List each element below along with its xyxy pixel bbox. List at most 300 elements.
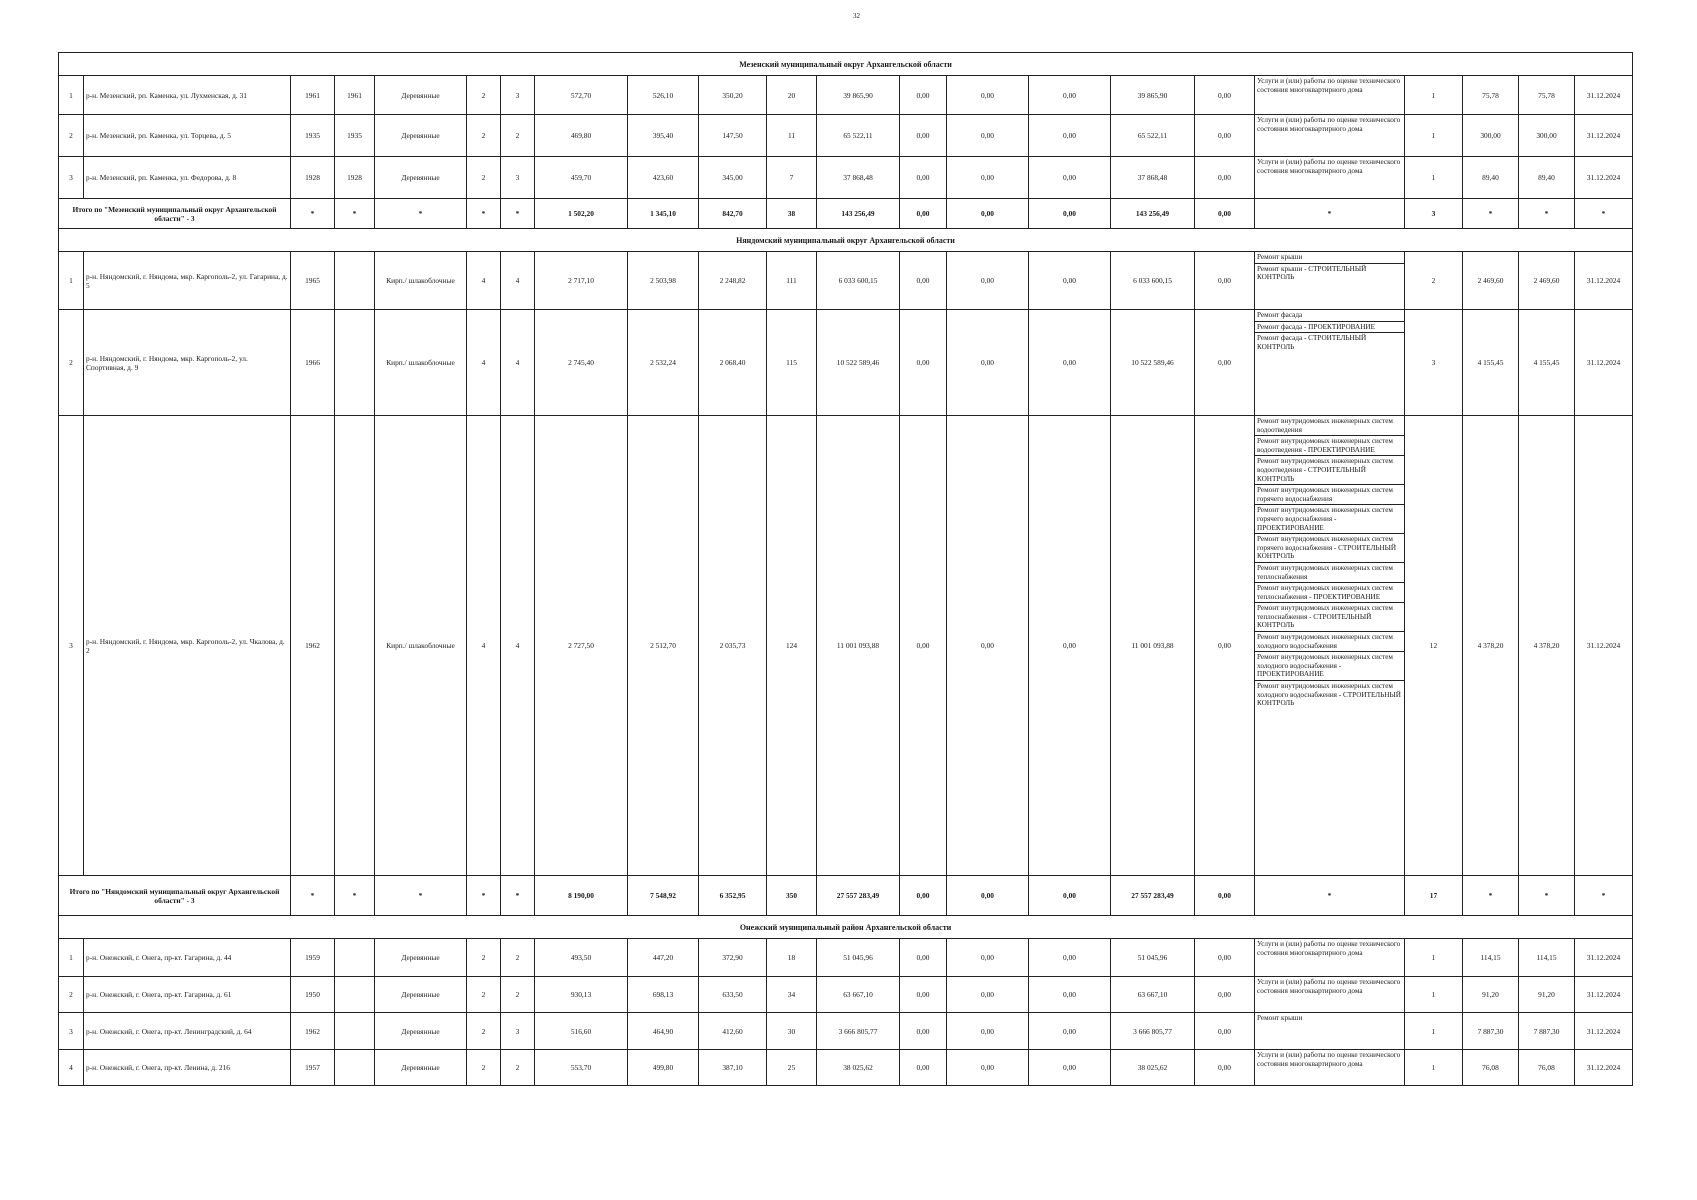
- total-total-area: 1 502,20: [535, 199, 628, 229]
- cost-fund-cell: 0,00: [900, 416, 947, 876]
- total-cost-total: 143 256,49: [817, 199, 900, 229]
- section-total-row: [59, 876, 1633, 916]
- total-residential-area: 1 345,10: [628, 199, 699, 229]
- total-entrances: *: [501, 876, 535, 916]
- cost-municipal-cell: 0,00: [1029, 416, 1111, 876]
- cost-owners-cell: 11 001 093,88: [1111, 416, 1195, 876]
- total-area-cell: 469,80: [535, 115, 628, 157]
- private-area-cell: 372,90: [699, 939, 767, 977]
- cost-fund-cell: 0,00: [900, 977, 947, 1013]
- max-unit-cost-cell: 75,78: [1519, 76, 1575, 115]
- cost-other-cell: 0,00: [1195, 157, 1255, 199]
- wall-material-cell: Кирп./ шлакоблочные: [375, 310, 467, 416]
- cost-other-cell: 0,00: [1195, 939, 1255, 977]
- cost-municipal-cell: 0,00: [1029, 939, 1111, 977]
- table-row: [59, 310, 1633, 416]
- residents-cell: 20: [767, 76, 817, 115]
- row-number: 1: [59, 939, 84, 977]
- address-cell: р-н. Мезенский, рп. Каменка, ул. Торцева, д. 5: [84, 115, 291, 157]
- cost-owners-cell: 51 045,96: [1111, 939, 1195, 977]
- floors-cell: 4: [467, 416, 501, 876]
- table-row: [59, 115, 1633, 157]
- entrances-cell: 4: [501, 416, 535, 876]
- work-item: Ремонт фасада: [1255, 310, 1404, 322]
- total-cost-region: 0,00: [947, 199, 1029, 229]
- table-row: [59, 1050, 1633, 1086]
- max-unit-cost-cell: 91,20: [1519, 977, 1575, 1013]
- works-list: [1255, 1050, 1404, 1069]
- total-max-unit-cost: *: [1519, 199, 1575, 229]
- residents-cell: 7: [767, 157, 817, 199]
- total-area-cell: 930,13: [535, 977, 628, 1013]
- total-works: *: [1255, 199, 1405, 229]
- works-cell: [1255, 157, 1405, 199]
- cost-fund-cell: 0,00: [900, 252, 947, 310]
- work-item: Ремонт крыши - СТРОИТЕЛЬНЫЙ КОНТРОЛЬ: [1257, 264, 1367, 282]
- table-row: [59, 977, 1633, 1013]
- entrances-cell: 2: [501, 115, 535, 157]
- work-item: Ремонт внутридомовых инженерных систем водоотведения - ПРОЕКТИРОВАНИЕ: [1255, 436, 1404, 456]
- total-year-commissioning: *: [335, 876, 375, 916]
- works-count-cell: 12: [1405, 416, 1463, 876]
- private-area-cell: 350,20: [699, 76, 767, 115]
- cost-fund-cell: 0,00: [900, 115, 947, 157]
- year-commissioning-cell: 1935: [335, 115, 375, 157]
- unit-cost-cell: 89,40: [1463, 157, 1519, 199]
- deadline-cell: 31.12.2024: [1575, 310, 1633, 416]
- cost-fund-cell: 0,00: [900, 939, 947, 977]
- section-header-row: [59, 916, 1633, 939]
- cost-other-cell: 0,00: [1195, 416, 1255, 876]
- row-number: 3: [59, 416, 84, 876]
- cost-fund-cell: 0,00: [900, 76, 947, 115]
- wall-material-cell: Деревянные: [375, 977, 467, 1013]
- cost-region-cell: 0,00: [947, 157, 1029, 199]
- max-unit-cost-cell: 4 155,45: [1519, 310, 1575, 416]
- address-cell: р-н. Няндомский, г. Няндома, мкр. Каргополь-2, ул. Гагарина, д. 5: [84, 252, 291, 310]
- year-commissioning-cell: [335, 1013, 375, 1050]
- cost-region-cell: 0,00: [947, 1013, 1029, 1050]
- year-commissioning-cell: [335, 310, 375, 416]
- total-cost-region: 0,00: [947, 876, 1029, 916]
- entrances-cell: 2: [501, 939, 535, 977]
- works-cell: [1255, 977, 1405, 1013]
- row-number: 2: [59, 310, 84, 416]
- works-cell: [1255, 1050, 1405, 1086]
- works-count-cell: 1: [1405, 76, 1463, 115]
- total-works: *: [1255, 876, 1405, 916]
- total-cost-other: 0,00: [1195, 876, 1255, 916]
- wall-material-cell: Деревянные: [375, 1013, 467, 1050]
- wall-material-cell: Деревянные: [375, 939, 467, 977]
- total-area-cell: 516,60: [535, 1013, 628, 1050]
- total-cost-fund: 0,00: [900, 199, 947, 229]
- row-number: 1: [59, 252, 84, 310]
- floors-cell: 4: [467, 310, 501, 416]
- work-item: Ремонт внутридомовых инженерных систем теплоснабжения - ПРОЕКТИРОВАНИЕ: [1255, 583, 1404, 603]
- total-residents: 350: [767, 876, 817, 916]
- works-count-cell: 1: [1405, 157, 1463, 199]
- total-entrances: *: [501, 199, 535, 229]
- residents-cell: 34: [767, 977, 817, 1013]
- cost-total-cell: 10 522 589,46: [817, 310, 900, 416]
- unit-cost-cell: 4 155,45: [1463, 310, 1519, 416]
- cost-other-cell: 0,00: [1195, 1050, 1255, 1086]
- private-area-cell: 633,50: [699, 977, 767, 1013]
- cost-other-cell: 0,00: [1195, 310, 1255, 416]
- unit-cost-cell: 4 378,20: [1463, 416, 1519, 876]
- floors-cell: 2: [467, 939, 501, 977]
- year-built-cell: 1966: [291, 310, 335, 416]
- cost-region-cell: 0,00: [947, 310, 1029, 416]
- work-item: Ремонт внутридомовых инженерных систем водоотведения - СТРОИТЕЛЬНЫЙ КОНТРОЛЬ: [1255, 456, 1404, 485]
- cost-owners-cell: 10 522 589,46: [1111, 310, 1195, 416]
- works-list: [1255, 416, 1404, 709]
- max-unit-cost-cell: 300,00: [1519, 115, 1575, 157]
- total-wall-material: *: [375, 876, 467, 916]
- year-built-cell: 1950: [291, 977, 335, 1013]
- total-label: Итого по "Няндомский муниципальный округ Архангельской области" - 3: [59, 876, 291, 916]
- works-cell: [1255, 252, 1405, 310]
- floors-cell: 2: [467, 157, 501, 199]
- deadline-cell: 31.12.2024: [1575, 977, 1633, 1013]
- residents-cell: 11: [767, 115, 817, 157]
- cost-other-cell: 0,00: [1195, 977, 1255, 1013]
- max-unit-cost-cell: 89,40: [1519, 157, 1575, 199]
- works-count-cell: 1: [1405, 1013, 1463, 1050]
- works-count-cell: 1: [1405, 977, 1463, 1013]
- deadline-cell: 31.12.2024: [1575, 157, 1633, 199]
- table-row: [59, 939, 1633, 977]
- total-area-cell: 2 727,50: [535, 416, 628, 876]
- total-year-built: *: [291, 199, 335, 229]
- work-item: Ремонт внутридомовых инженерных систем холодного водоснабжения - ПРОЕКТИРОВАНИЕ: [1255, 652, 1404, 681]
- entrances-cell: 3: [501, 1013, 535, 1050]
- row-number: 2: [59, 115, 84, 157]
- unit-cost-cell: 300,00: [1463, 115, 1519, 157]
- total-floors: *: [467, 199, 501, 229]
- work-item: Ремонт внутридомовых инженерных систем горячего водоснабжения - СТРОИТЕЛЬНЫЙ КОНТРОЛЬ: [1255, 534, 1404, 563]
- total-cost-other: 0,00: [1195, 199, 1255, 229]
- total-cost-municipal: 0,00: [1029, 199, 1111, 229]
- private-area-cell: 345,00: [699, 157, 767, 199]
- works-list: [1255, 115, 1404, 134]
- unit-cost-cell: 2 469,60: [1463, 252, 1519, 310]
- work-item: Услуги и (или) работы по оценке технического состояния многоквартирного дома: [1257, 940, 1401, 957]
- work-item: Ремонт внутридомовых инженерных систем теплоснабжения: [1255, 563, 1404, 583]
- work-item: Ремонт крыши: [1255, 252, 1404, 264]
- entrances-cell: 2: [501, 1050, 535, 1086]
- residents-cell: 111: [767, 252, 817, 310]
- residential-area-cell: 423,60: [628, 157, 699, 199]
- total-label: Итого по "Мезенский муниципальный округ Архангельской области" - 3: [59, 199, 291, 229]
- work-item: Ремонт крыши: [1257, 1014, 1303, 1022]
- deadline-cell: 31.12.2024: [1575, 252, 1633, 310]
- works-count-cell: 1: [1405, 939, 1463, 977]
- wall-material-cell: Деревянные: [375, 1050, 467, 1086]
- cost-municipal-cell: 0,00: [1029, 1013, 1111, 1050]
- work-item: Услуги и (или) работы по оценке технического состояния многоквартирного дома: [1257, 77, 1401, 94]
- floors-cell: 2: [467, 76, 501, 115]
- total-year-commissioning: *: [335, 199, 375, 229]
- cost-fund-cell: 0,00: [900, 1050, 947, 1086]
- residential-area-cell: 698,13: [628, 977, 699, 1013]
- residential-area-cell: 464,90: [628, 1013, 699, 1050]
- deadline-cell: 31.12.2024: [1575, 1050, 1633, 1086]
- cost-municipal-cell: 0,00: [1029, 310, 1111, 416]
- cost-fund-cell: 0,00: [900, 1013, 947, 1050]
- total-max-unit-cost: *: [1519, 876, 1575, 916]
- private-area-cell: 2 248,82: [699, 252, 767, 310]
- entrances-cell: 4: [501, 252, 535, 310]
- table-body: [59, 53, 1633, 1086]
- year-built-cell: 1935: [291, 115, 335, 157]
- section-title: Мезенский муниципальный округ Архангельской области: [59, 53, 1633, 76]
- private-area-cell: 147,50: [699, 115, 767, 157]
- residents-cell: 30: [767, 1013, 817, 1050]
- year-built-cell: 1962: [291, 1013, 335, 1050]
- table-row: [59, 416, 1633, 876]
- wall-material-cell: Деревянные: [375, 157, 467, 199]
- section-title: Онежский муниципальный район Архангельской области: [59, 916, 1633, 939]
- floors-cell: 2: [467, 115, 501, 157]
- year-built-cell: 1959: [291, 939, 335, 977]
- cost-total-cell: 11 001 093,88: [817, 416, 900, 876]
- floors-cell: 2: [467, 977, 501, 1013]
- section-header-row: [59, 229, 1633, 252]
- entrances-cell: 3: [501, 157, 535, 199]
- cost-municipal-cell: 0,00: [1029, 252, 1111, 310]
- section-header-row: [59, 53, 1633, 76]
- year-built-cell: 1957: [291, 1050, 335, 1086]
- year-built-cell: 1962: [291, 416, 335, 876]
- table-row: [59, 252, 1633, 310]
- floors-cell: 2: [467, 1013, 501, 1050]
- works-cell: [1255, 310, 1405, 416]
- year-commissioning-cell: 1961: [335, 76, 375, 115]
- cost-owners-cell: 63 667,10: [1111, 977, 1195, 1013]
- table-row: [59, 1013, 1633, 1050]
- table-row: [59, 157, 1633, 199]
- works-cell: [1255, 416, 1405, 876]
- address-cell: р-н. Мезенский, рп. Каменка, ул. Лухменская, д. 31: [84, 76, 291, 115]
- cost-owners-cell: 3 666 805,77: [1111, 1013, 1195, 1050]
- address-cell: р-н. Онежский, г. Онега, пр-кт. Гагарина, д. 44: [84, 939, 291, 977]
- works-list: [1255, 977, 1404, 996]
- works-list: [1255, 310, 1404, 352]
- total-area-cell: 459,70: [535, 157, 628, 199]
- entrances-cell: 4: [501, 310, 535, 416]
- max-unit-cost-cell: 2 469,60: [1519, 252, 1575, 310]
- cost-region-cell: 0,00: [947, 1050, 1029, 1086]
- cost-region-cell: 0,00: [947, 76, 1029, 115]
- section-total-row: [59, 199, 1633, 229]
- private-area-cell: 2 035,73: [699, 416, 767, 876]
- cost-other-cell: 0,00: [1195, 115, 1255, 157]
- cost-total-cell: 37 868,48: [817, 157, 900, 199]
- row-number: 3: [59, 1013, 84, 1050]
- total-area-cell: 493,50: [535, 939, 628, 977]
- page-number: 32: [853, 12, 860, 20]
- unit-cost-cell: 75,78: [1463, 76, 1519, 115]
- floors-cell: 2: [467, 1050, 501, 1086]
- residential-area-cell: 2 512,70: [628, 416, 699, 876]
- cost-municipal-cell: 0,00: [1029, 157, 1111, 199]
- unit-cost-cell: 114,15: [1463, 939, 1519, 977]
- total-cost-municipal: 0,00: [1029, 876, 1111, 916]
- cost-region-cell: 0,00: [947, 939, 1029, 977]
- wall-material-cell: Деревянные: [375, 115, 467, 157]
- total-floors: *: [467, 876, 501, 916]
- total-works-count: 3: [1405, 199, 1463, 229]
- entrances-cell: 3: [501, 76, 535, 115]
- cost-other-cell: 0,00: [1195, 76, 1255, 115]
- cost-other-cell: 0,00: [1195, 252, 1255, 310]
- cost-region-cell: 0,00: [947, 416, 1029, 876]
- residential-area-cell: 395,40: [628, 115, 699, 157]
- cost-owners-cell: 38 025,62: [1111, 1050, 1195, 1086]
- works-count-cell: 3: [1405, 310, 1463, 416]
- address-cell: р-н. Онежский, г. Онега, пр-кт. Гагарина, д. 61: [84, 977, 291, 1013]
- max-unit-cost-cell: 7 887,30: [1519, 1013, 1575, 1050]
- cost-total-cell: 38 025,62: [817, 1050, 900, 1086]
- row-number: 4: [59, 1050, 84, 1086]
- total-residential-area: 7 548,92: [628, 876, 699, 916]
- residential-area-cell: 526,10: [628, 76, 699, 115]
- address-cell: р-н. Онежский, г. Онега, пр-кт. Ленинградский, д. 64: [84, 1013, 291, 1050]
- private-area-cell: 387,10: [699, 1050, 767, 1086]
- year-commissioning-cell: [335, 416, 375, 876]
- cost-owners-cell: 6 033 600,15: [1111, 252, 1195, 310]
- residents-cell: 124: [767, 416, 817, 876]
- work-item: Ремонт фасада - СТРОИТЕЛЬНЫЙ КОНТРОЛЬ: [1257, 334, 1367, 351]
- works-cell: [1255, 76, 1405, 115]
- cost-owners-cell: 39 865,90: [1111, 76, 1195, 115]
- residents-cell: 25: [767, 1050, 817, 1086]
- year-commissioning-cell: [335, 1050, 375, 1086]
- row-number: 1: [59, 76, 84, 115]
- works-cell: [1255, 1013, 1405, 1050]
- works-list: [1255, 252, 1404, 283]
- residents-cell: 18: [767, 939, 817, 977]
- cost-total-cell: 63 667,10: [817, 977, 900, 1013]
- year-built-cell: 1961: [291, 76, 335, 115]
- max-unit-cost-cell: 114,15: [1519, 939, 1575, 977]
- wall-material-cell: Кирп./ шлакоблочные: [375, 416, 467, 876]
- year-commissioning-cell: [335, 252, 375, 310]
- works-cell: [1255, 115, 1405, 157]
- total-total-area: 8 190,00: [535, 876, 628, 916]
- works-count-cell: 1: [1405, 115, 1463, 157]
- cost-region-cell: 0,00: [947, 252, 1029, 310]
- unit-cost-cell: 76,08: [1463, 1050, 1519, 1086]
- cost-fund-cell: 0,00: [900, 310, 947, 416]
- cost-municipal-cell: 0,00: [1029, 115, 1111, 157]
- cost-total-cell: 6 033 600,15: [817, 252, 900, 310]
- max-unit-cost-cell: 76,08: [1519, 1050, 1575, 1086]
- work-item: Ремонт внутридомовых инженерных систем холодного водоснабжения: [1255, 632, 1404, 652]
- deadline-cell: 31.12.2024: [1575, 115, 1633, 157]
- residential-area-cell: 447,20: [628, 939, 699, 977]
- address-cell: р-н. Онежский, г. Онега, пр-кт. Ленина, д. 216: [84, 1050, 291, 1086]
- cost-municipal-cell: 0,00: [1029, 1050, 1111, 1086]
- unit-cost-cell: 7 887,30: [1463, 1013, 1519, 1050]
- cost-region-cell: 0,00: [947, 115, 1029, 157]
- deadline-cell: 31.12.2024: [1575, 1013, 1633, 1050]
- work-item: Ремонт внутридомовых инженерных систем водоотведения: [1255, 416, 1404, 436]
- total-year-built: *: [291, 876, 335, 916]
- capital-repair-register-table: [58, 52, 1633, 1086]
- year-built-cell: 1928: [291, 157, 335, 199]
- year-commissioning-cell: [335, 977, 375, 1013]
- row-number: 3: [59, 157, 84, 199]
- year-commissioning-cell: 1928: [335, 157, 375, 199]
- address-cell: р-н. Няндомский, г. Няндома, мкр. Каргополь-2, ул. Чкалова, д. 2: [84, 416, 291, 876]
- works-list: [1255, 1013, 1404, 1024]
- wall-material-cell: Кирп./ шлакоблочные: [375, 252, 467, 310]
- cost-region-cell: 0,00: [947, 977, 1029, 1013]
- cost-total-cell: 39 865,90: [817, 76, 900, 115]
- works-list: [1255, 939, 1404, 958]
- cost-owners-cell: 65 522,11: [1111, 115, 1195, 157]
- total-private-area: 6 352,95: [699, 876, 767, 916]
- work-item: Услуги и (или) работы по оценке технического состояния многоквартирного дома: [1257, 978, 1401, 995]
- row-number: 2: [59, 977, 84, 1013]
- cost-municipal-cell: 0,00: [1029, 977, 1111, 1013]
- total-unit-cost: *: [1463, 876, 1519, 916]
- total-deadline: *: [1575, 199, 1633, 229]
- max-unit-cost-cell: 4 378,20: [1519, 416, 1575, 876]
- works-list: [1255, 157, 1404, 176]
- work-item: Ремонт фасада - ПРОЕКТИРОВАНИЕ: [1255, 322, 1404, 334]
- total-cost-owners: 27 557 283,49: [1111, 876, 1195, 916]
- total-area-cell: 553,70: [535, 1050, 628, 1086]
- work-item: Услуги и (или) работы по оценке технического состояния многоквартирного дома: [1257, 116, 1401, 133]
- work-item: Услуги и (или) работы по оценке технического состояния многоквартирного дома: [1257, 1051, 1401, 1068]
- cost-total-cell: 51 045,96: [817, 939, 900, 977]
- cost-total-cell: 3 666 805,77: [817, 1013, 900, 1050]
- work-item: Ремонт внутридомовых инженерных систем горячего водоснабжения: [1255, 485, 1404, 505]
- table-row: [59, 76, 1633, 115]
- residents-cell: 115: [767, 310, 817, 416]
- deadline-cell: 31.12.2024: [1575, 939, 1633, 977]
- total-private-area: 842,70: [699, 199, 767, 229]
- works-count-cell: 2: [1405, 252, 1463, 310]
- cost-municipal-cell: 0,00: [1029, 76, 1111, 115]
- work-item: Ремонт внутридомовых инженерных систем теплоснабжения - СТРОИТЕЛЬНЫЙ КОНТРОЛЬ: [1255, 603, 1404, 632]
- deadline-cell: 31.12.2024: [1575, 76, 1633, 115]
- deadline-cell: 31.12.2024: [1575, 416, 1633, 876]
- total-wall-material: *: [375, 199, 467, 229]
- work-item: Услуги и (или) работы по оценке технического состояния многоквартирного дома: [1257, 158, 1401, 175]
- cost-total-cell: 65 522,11: [817, 115, 900, 157]
- cost-other-cell: 0,00: [1195, 1013, 1255, 1050]
- year-built-cell: 1965: [291, 252, 335, 310]
- total-area-cell: 572,70: [535, 76, 628, 115]
- year-commissioning-cell: [335, 939, 375, 977]
- work-item: Ремонт внутридомовых инженерных систем горячего водоснабжения - ПРОЕКТИРОВАНИЕ: [1255, 505, 1404, 534]
- total-area-cell: 2 717,10: [535, 252, 628, 310]
- total-area-cell: 2 745,40: [535, 310, 628, 416]
- total-cost-owners: 143 256,49: [1111, 199, 1195, 229]
- total-cost-fund: 0,00: [900, 876, 947, 916]
- residential-area-cell: 499,80: [628, 1050, 699, 1086]
- address-cell: р-н. Мезенский, рп. Каменка, ул. Федорова, д. 8: [84, 157, 291, 199]
- wall-material-cell: Деревянные: [375, 76, 467, 115]
- unit-cost-cell: 91,20: [1463, 977, 1519, 1013]
- private-area-cell: 2 068,40: [699, 310, 767, 416]
- works-list: [1255, 76, 1404, 95]
